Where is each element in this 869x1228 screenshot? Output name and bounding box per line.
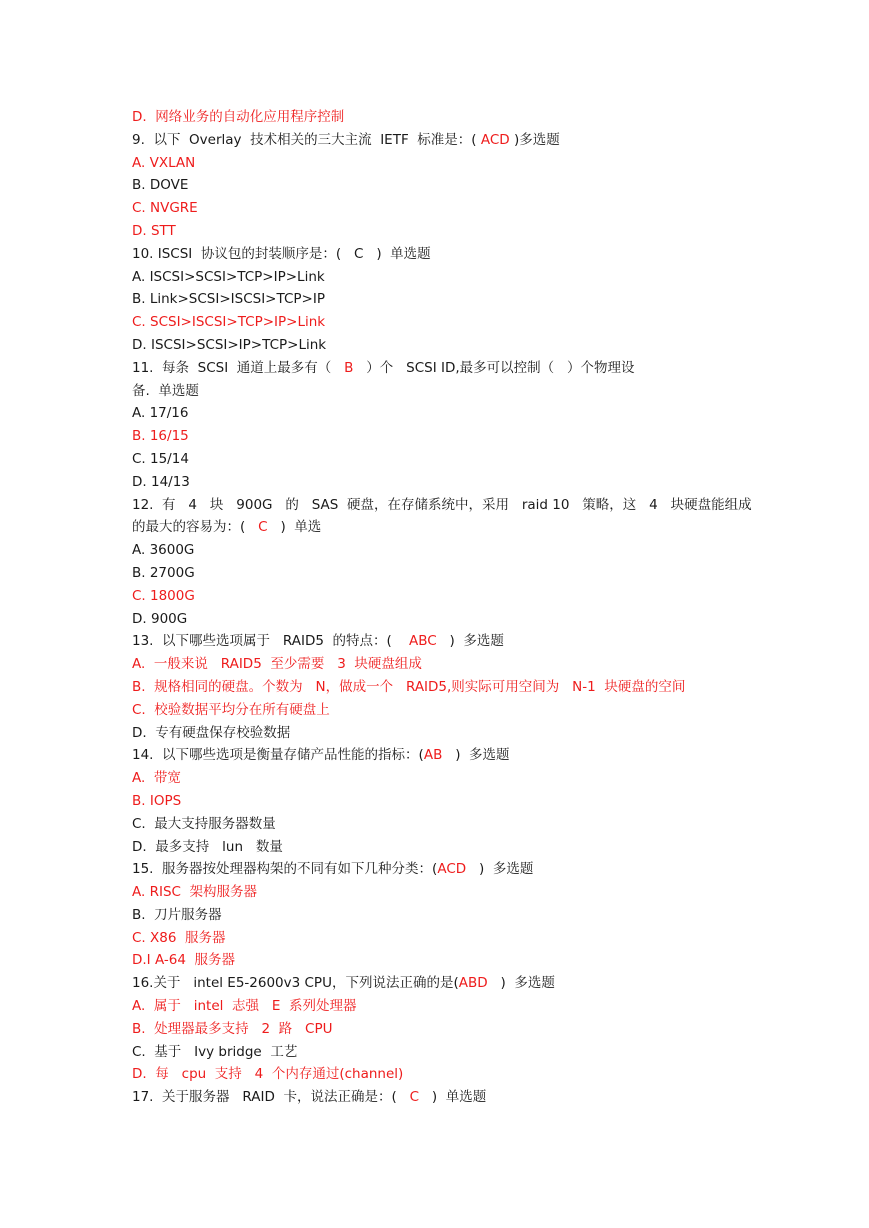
text-line (132, 722, 752, 745)
answer-text: D. 网络业务的自动化应用程序控制 (132, 109, 345, 125)
text-line (132, 311, 752, 334)
answer-text: B. IOPS (132, 792, 182, 809)
question-text: 10. ISCSI 协议包的封装顺序是：( (132, 245, 355, 262)
text-line (132, 699, 752, 722)
answer-text: C. 1800G (132, 587, 195, 604)
answer-text: C. SCSI>ISCSI>TCP>IP>Link (132, 314, 326, 331)
text-line (132, 608, 752, 631)
text-line (132, 357, 752, 380)
text-line (132, 949, 752, 972)
text-line (132, 1018, 752, 1041)
text-line (132, 995, 752, 1018)
question-text: ) 多选题 (442, 747, 510, 764)
text-line (132, 1086, 752, 1109)
answer-text: A. 带宽 (132, 770, 181, 787)
question-text: C. 基于 Ivy bridge 工艺 (132, 1043, 298, 1060)
answer-text: ACD (437, 861, 467, 878)
question-text: D. 最多支持 lun 数量 (132, 838, 283, 855)
text-line (132, 630, 752, 653)
text-line (132, 790, 752, 813)
question-text: 15. 服务器按处理器构架的不同有如下几种分类：( (132, 861, 438, 878)
question-text: ) 多选题 (487, 975, 555, 992)
text-line (132, 288, 752, 311)
text-line (132, 516, 752, 539)
question-text: ) 单选题 (363, 245, 431, 262)
text-line (132, 494, 752, 517)
question-text: 的最大的容易为：( (132, 519, 259, 536)
text-line (132, 904, 752, 927)
text-line (132, 152, 752, 175)
text-line (132, 380, 752, 403)
question-text: 14. 以下哪些选项是衡量存储产品性能的指标：( (132, 747, 424, 764)
answer-text: ABD (458, 975, 488, 992)
text-line (132, 243, 752, 266)
question-text: D. 14/13 (132, 473, 190, 490)
answer-text: ACD (480, 131, 510, 148)
question-text: 17. 关于服务器 RAID 卡，说法正确是：( (132, 1089, 410, 1106)
question-text: B. DOVE (132, 177, 189, 194)
text-line (132, 744, 752, 767)
text-line (132, 972, 752, 995)
document-page (132, 106, 752, 1109)
question-text: D. ISCSI>SCSI>IP>TCP>Link (132, 336, 327, 353)
question-text: ）个 SCSI ID,最多可以控制（ ）个物理设 (353, 359, 635, 376)
question-text: A. 17/16 (132, 405, 189, 422)
text-line (132, 106, 752, 129)
text-line (132, 129, 752, 152)
question-text: ) 多选题 (466, 861, 534, 878)
text-line (132, 813, 752, 836)
text-line (132, 266, 752, 289)
text-line (132, 174, 752, 197)
answer-text: A. 属于 intel 志强 E 系列处理器 (132, 998, 357, 1015)
text-line (132, 1063, 752, 1086)
text-line (132, 471, 752, 494)
text-line (132, 1041, 752, 1064)
answer-text: D.I A-64 服务器 (132, 952, 236, 969)
question-text: B. 刀片服务器 (132, 906, 222, 923)
answer-text: A. 一般来说 RAID5 至少需要 3 块硬盘组成 (132, 656, 422, 673)
text-line (132, 836, 752, 859)
question-text: C. 15/14 (132, 450, 189, 467)
text-line (132, 425, 752, 448)
question-text: 备. 单选题 (132, 382, 199, 399)
text-line (132, 562, 752, 585)
question-text: 11. 每条 SCSI 通道上最多有（ (132, 359, 345, 376)
question-text: A. 3600G (132, 542, 195, 559)
answer-text: C (409, 1089, 420, 1106)
answer-text: AB (423, 747, 443, 764)
answer-text: ABC (408, 633, 437, 650)
question-text: 16.关于 intel E5-2600v3 CPU，下列说法正确的是( (132, 975, 459, 992)
text-line (132, 653, 752, 676)
text-line (132, 220, 752, 243)
answer-text: C. X86 服务器 (132, 929, 226, 946)
text-line (132, 448, 752, 471)
question-text: 12. 有 4 块 900G 的 SAS 硬盘，在存储系统中，采用 raid 10 策略，这 4 块硬盘能组成 (132, 496, 752, 513)
question-text: 9. 以下 Overlay 技术相关的三大主流 IETF 标准是：( (132, 131, 481, 148)
question-text: )多选题 (509, 131, 560, 148)
answer-text: A. VXLAN (132, 154, 196, 171)
question-text: A. ISCSI>SCSI>TCP>IP>Link (132, 268, 325, 285)
question-text: C (354, 245, 364, 262)
answer-text: B. 处理器最多支持 2 路 CPU (132, 1020, 333, 1037)
question-text: B. Link>SCSI>ISCSI>TCP>IP (132, 291, 325, 308)
text-line (132, 585, 752, 608)
text-line (132, 197, 752, 220)
answer-text: D. 每 cpu 支持 4 个内存通过(channel) (132, 1066, 404, 1083)
answer-text: B. 16/15 (132, 428, 189, 445)
text-line (132, 881, 752, 904)
question-text: B. 2700G (132, 564, 195, 581)
answer-text: C. 校验数据平均分在所有硬盘上 (132, 701, 330, 718)
text-line (132, 676, 752, 699)
question-text: C. 最大支持服务器数量 (132, 815, 276, 832)
question-text: D. 900G (132, 610, 188, 627)
question-text: ) 多选题 (436, 633, 504, 650)
text-line (132, 767, 752, 790)
text-line (132, 927, 752, 950)
text-line (132, 402, 752, 425)
answer-text: D. STT (132, 222, 176, 239)
text-line (132, 858, 752, 881)
question-text: D. 专有硬盘保存校验数据 (132, 724, 291, 741)
text-line (132, 334, 752, 357)
answer-text: B. 规格相同的硬盘。个数为 N，做成一个 RAID5,则实际可用空间为 N-1 块硬盘的空间 (132, 678, 686, 695)
text-line (132, 539, 752, 562)
answer-text: C. NVGRE (132, 200, 198, 217)
question-text: ) 单选 (267, 519, 322, 536)
answer-text: A. RISC 架构服务器 (132, 884, 258, 901)
answer-text: C (258, 519, 268, 536)
question-text: 13. 以下哪些选项属于 RAID5 的特点：( (132, 633, 409, 650)
answer-text: B (344, 359, 354, 376)
question-text: ) 单选题 (419, 1089, 487, 1106)
